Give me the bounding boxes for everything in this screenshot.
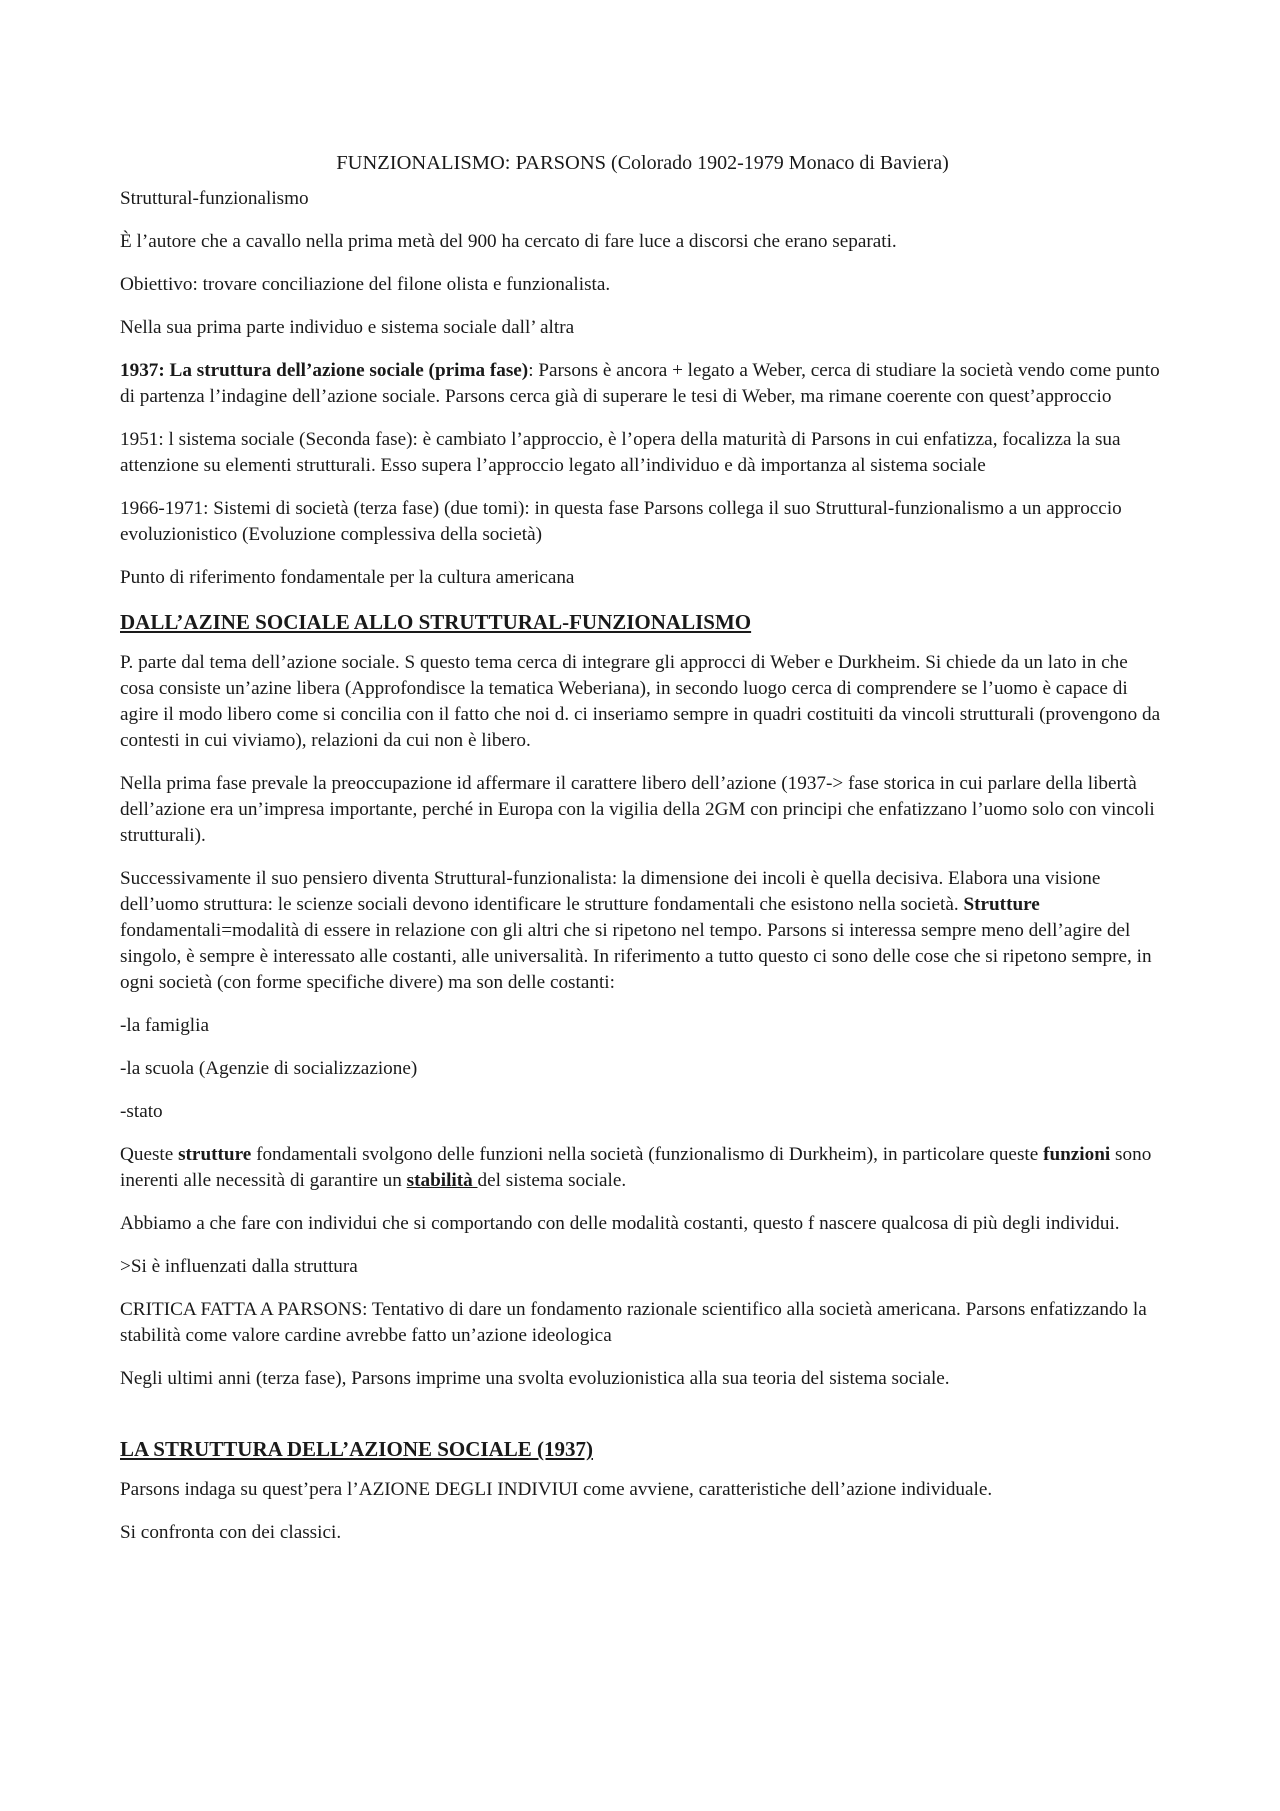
paragraph-struttural-funzionalismo: Struttural-funzionalismo	[120, 188, 309, 209]
bold-funzioni: funzioni	[1043, 1144, 1111, 1165]
bold-strutture: strutture	[178, 1144, 252, 1165]
paragraph-intro-autore: È l’autore che a cavallo nella prima metà del 900 ha cercato di fare luce a discorsi che erano separati.	[120, 231, 897, 252]
section-heading-azione-sociale: DALL’AZINE SOCIALE ALLO STRUTTURAL-FUNZIONALISMO	[120, 610, 752, 634]
paragraph-tema-azione: P. parte dal tema dell’azione sociale. S questo tema cerca di integrare gli approcci di Weber e Durkheim. Si chiede da un lato in che cosa consiste un’azine libera (Approfondisce la tematica Weberiana), in secondo luogo cerca di comprendere se l’uomo è capace di agire il modo libero come si concilia con il fatto che noi d. ci inseriamo sempre in quadri costituiti da vincoli strutturali (provengono da contesti in cui viviamo), relazioni da cui non è libero.	[120, 652, 1161, 751]
paragraph-punto-riferimento: Punto di riferimento fondamentale per la cultura americana	[120, 567, 575, 588]
text-fragment: del sistema sociale.	[477, 1170, 627, 1191]
paragraph-ultimi-anni: Negli ultimi anni (terza fase), Parsons imprime una svolta evoluzionistica alla sua teoria del sistema sociale.	[120, 1368, 950, 1389]
title-main: FUNZIONALISMO: PARSONS	[336, 152, 607, 174]
paragraph-critica: CRITICA FATTA A PARSONS: Tentativo di dare un fondamento razionale scientifico alla società americana. Parsons enfatizzando la stabilità come valore cardine avrebbe fatto un’azione ideologica	[120, 1299, 1147, 1346]
blank-line	[120, 1409, 1165, 1435]
paragraph-1951: 1951: l sistema sociale (Seconda fase): è cambiato l’approccio, è l’opera della maturità di Parsons in cui enfatizza, focalizza la sua attenzione su elementi strutturali. Esso supera l’approccio legato all’individuo e dà importanza al sistema sociale	[120, 429, 1121, 476]
paragraph-individui: Abbiamo a che fare con individui che si comportando con delle modalità costanti, questo f nascere qualcosa di più degli individui.	[120, 1213, 1120, 1234]
paragraph-1937-bold: 1937: La struttura dell’azione sociale (prima fase)	[120, 360, 529, 381]
list-item: -stato	[120, 1101, 163, 1122]
paragraph-successivamente-bold: Strutture	[963, 894, 1040, 915]
paragraph-strutture-funzioni	[120, 1142, 1165, 1194]
paragraph-parsons-indaga: Parsons indaga su quest’pera l’AZIONE DEGLI INDIVIUI come avviene, caratteristiche dell’azione individuale.	[120, 1479, 993, 1500]
list-item: -la famiglia	[120, 1015, 209, 1036]
paragraph-1937-text: : Parsons è ancora + legato a Weber, cerca di studiare la società vendo come punto di partenza l’indagine dell’azione sociale. Parsons cerca già di superare le tesi di Weber, ma rimane coerente con quest’approccio	[120, 360, 1160, 407]
title-subtitle: (Colorado 1902-1979 Monaco di Baviera)	[606, 152, 949, 174]
paragraph-successivamente	[120, 866, 1165, 996]
paragraph-successivamente-part1: Successivamente il suo pensiero diventa Struttural-funzionalista: la dimensione dei incoli è quella decisiva. Elabora una visione dell’uomo struttura: le scienze sociali devono identificare le strutture fondamentali che esistono nella società.	[120, 868, 1101, 915]
section-heading-struttura-1937: LA STRUTTURA DELL’AZIONE SOCIALE (1937)	[120, 1437, 594, 1461]
text-fragment: Queste	[120, 1144, 179, 1165]
paragraph-prima-fase: Nella prima fase prevale la preoccupazione id affermare il carattere libero dell’azione (1937-> fase storica in cui parlare della libertà dell’azione era un’impresa importante, perché in Europa con la vigilia della 2GM con principi che enfatizzano l’uomo solo con vincoli strutturali).	[120, 773, 1155, 846]
paragraph-classici: Si confronta con dei classici.	[120, 1522, 342, 1543]
paragraph-1966-1971: 1966-1971: Sistemi di società (terza fase) (due tomi): in questa fase Parsons collega il suo Struttural-funzionalismo a un approccio evoluzionistico (Evoluzione complessiva della società)	[120, 498, 1122, 545]
paragraph-1937	[120, 358, 1165, 410]
document-title	[120, 150, 1165, 176]
text-fragment: sono inerenti alle necessità di garantire un	[120, 1144, 1152, 1191]
paragraph-influenzati: >Si è influenzati dalla struttura	[120, 1256, 358, 1277]
paragraph-successivamente-part2: fondamentali=modalità di essere in relazione con gli altri che si ripetono nel tempo. Parsons si interessa sempre meno dell’agire del singolo, è sempre è interessato alle costanti, alle universalità. In riferimento a tutto questo ci sono delle cose che si ripetono sempre, in ogni società (con forme specifiche divere) ma son delle costanti:	[120, 920, 1152, 993]
paragraph-obiettivo: Obiettivo: trovare conciliazione del filone olista e funzionalista.	[120, 274, 611, 295]
text-fragment: fondamentali svolgono delle funzioni nella società (funzionalismo di Durkheim), in particolare queste	[251, 1144, 1044, 1165]
paragraph-prima-parte: Nella sua prima parte individuo e sistema sociale dall’ altra	[120, 317, 575, 338]
list-item: -la scuola (Agenzie di socializzazione)	[120, 1058, 418, 1079]
bold-underlined-stabilita: stabilità	[406, 1170, 478, 1191]
document-body	[120, 150, 1165, 1563]
